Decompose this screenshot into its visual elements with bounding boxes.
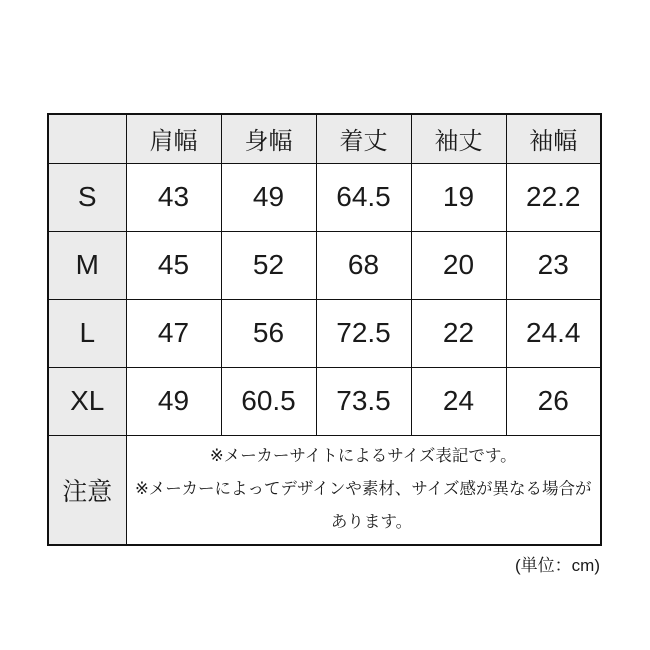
cell-m-sleeve-width: 23 <box>506 231 601 299</box>
cell-m-body: 52 <box>221 231 316 299</box>
row-label-m: M <box>48 231 126 299</box>
col-header-body-width: 身幅 <box>221 114 316 163</box>
size-chart-table <box>47 113 602 546</box>
cell-xl-shoulder: 49 <box>126 367 221 435</box>
row-label-xl: XL <box>48 367 126 435</box>
col-header-shoulder-width: 肩幅 <box>126 114 221 163</box>
cell-s-shoulder: 43 <box>126 163 221 231</box>
table-header-row <box>48 114 601 163</box>
row-label-s: S <box>48 163 126 231</box>
col-header-sleeve-length: 袖丈 <box>411 114 506 163</box>
corner-cell <box>48 114 126 163</box>
note-cell <box>126 435 601 545</box>
cell-xl-body: 60.5 <box>221 367 316 435</box>
table-row-note <box>48 435 601 545</box>
table-row-xl <box>48 367 601 435</box>
cell-l-shoulder: 47 <box>126 299 221 367</box>
cell-s-sleeve-length: 19 <box>411 163 506 231</box>
table-row-l <box>48 299 601 367</box>
cell-s-sleeve-width: 22.2 <box>506 163 601 231</box>
row-label-note: 注意 <box>48 435 126 545</box>
note-line-1: ※メーカーサイトによるサイズ表記です。 <box>209 447 517 466</box>
note-line-3: あります。 <box>314 513 413 532</box>
cell-xl-length: 73.5 <box>316 367 411 435</box>
cell-xl-sleeve-width: 26 <box>506 367 601 435</box>
row-label-l: L <box>48 299 126 367</box>
cell-l-sleeve-width: 24.4 <box>506 299 601 367</box>
cell-l-sleeve-length: 22 <box>411 299 506 367</box>
cell-s-length: 64.5 <box>316 163 411 231</box>
cell-l-body: 56 <box>221 299 316 367</box>
table-row-s <box>48 163 601 231</box>
cell-s-body: 49 <box>221 163 316 231</box>
note-line-2: ※メーカーによってデザインや素材、サイズ感が異なる場合が <box>134 480 592 499</box>
unit-label: (単位：cm) <box>515 556 600 575</box>
cell-m-shoulder: 45 <box>126 231 221 299</box>
cell-m-sleeve-length: 20 <box>411 231 506 299</box>
table-row-m <box>48 231 601 299</box>
cell-l-length: 72.5 <box>316 299 411 367</box>
cell-m-length: 68 <box>316 231 411 299</box>
cell-xl-sleeve-length: 24 <box>411 367 506 435</box>
col-header-sleeve-width: 袖幅 <box>506 114 601 163</box>
col-header-length: 着丈 <box>316 114 411 163</box>
